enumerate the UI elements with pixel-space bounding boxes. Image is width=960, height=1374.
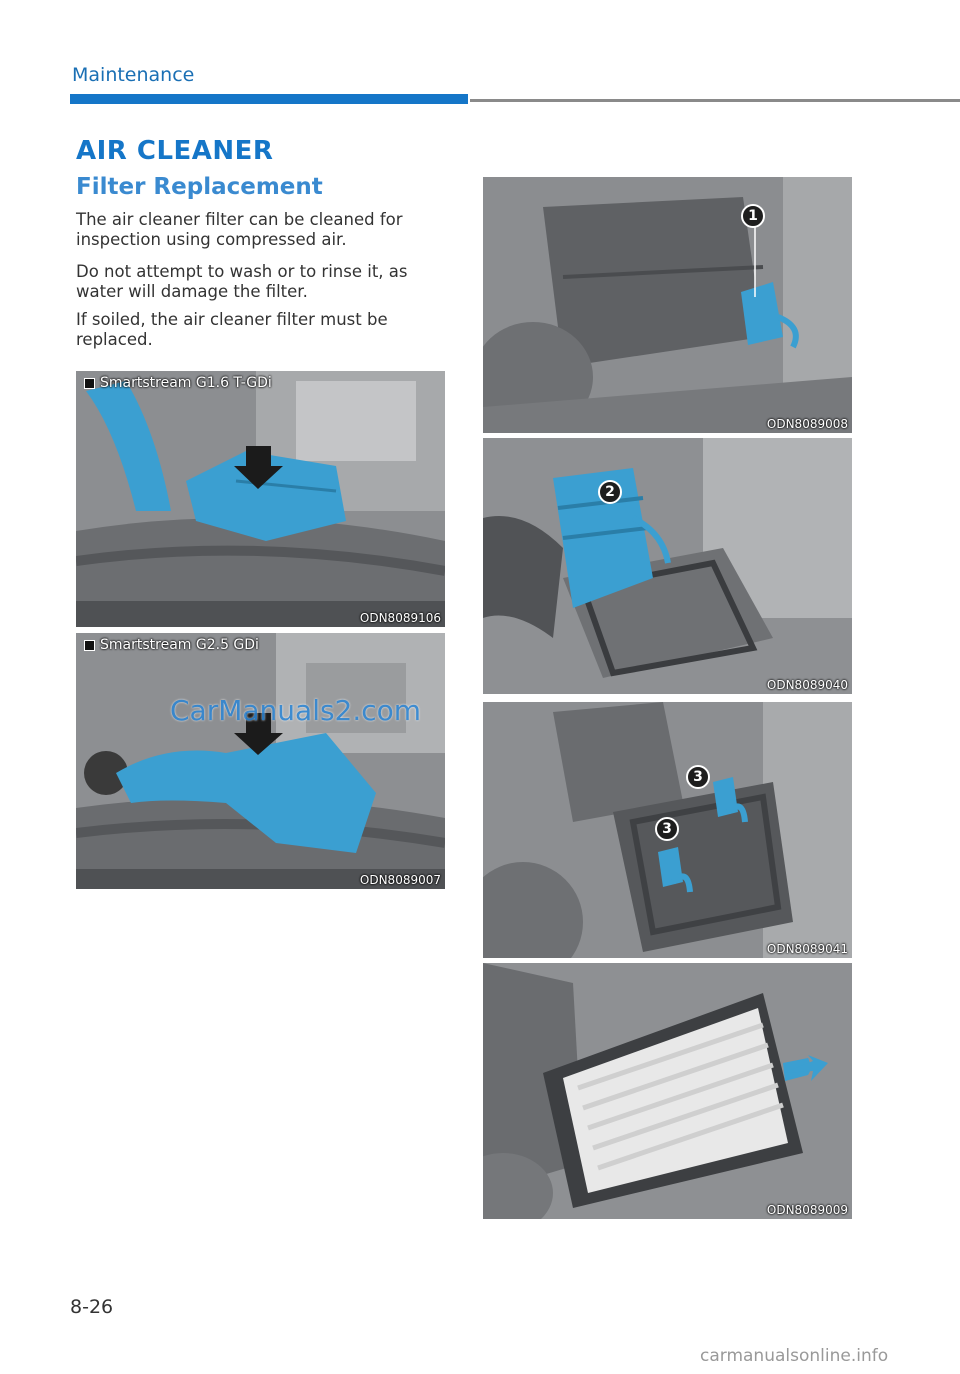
square-bullet-icon [84,640,95,651]
paragraph-1: The air cleaner filter can be cleaned for inspection using compressed air. [76,210,403,249]
variant-label-g25: Smartstream G2.5 GDi [84,637,259,653]
paragraph-2: Do not attempt to wash or to rinse it, as water will damage the filter. [76,262,408,301]
variant-label-g16: Smartstream G1.6 T-GDi [84,375,272,391]
step-photo-4 [483,963,852,1219]
figure-code: ODN8089106 [359,611,441,625]
paragraph-3: If soiled, the air cleaner filter must be replaced. [76,310,388,349]
figure-code: ODN8089008 [766,417,848,431]
header-bar-gray [470,99,960,102]
watermark: CarManuals2.com [170,694,422,727]
header-bar-blue [70,94,468,104]
section-label: Maintenance [72,64,195,86]
step-photo-1 [483,177,852,433]
figure-code: ODN8089041 [766,942,848,956]
page-number: 8-26 [70,1296,114,1318]
engine-photo-g25 [76,633,445,889]
figure-code: ODN8089040 [766,678,848,692]
figure-code: ODN8089009 [766,1203,848,1217]
step-photo-2 [483,438,852,694]
step-marker-3a: 3 [686,765,710,789]
section-subtitle: Filter Replacement [76,174,323,200]
square-bullet-icon [84,378,95,389]
footer-site-link[interactable]: carmanualsonline.info [700,1346,889,1366]
step-marker-2: 2 [598,480,622,504]
step-marker-1: 1 [741,204,765,228]
page-title: AIR CLEANER [76,136,274,166]
engine-photo-g16 [76,371,445,627]
figure-code: ODN8089007 [359,873,441,887]
step-photo-3 [483,702,852,958]
step-marker-3b: 3 [655,817,679,841]
